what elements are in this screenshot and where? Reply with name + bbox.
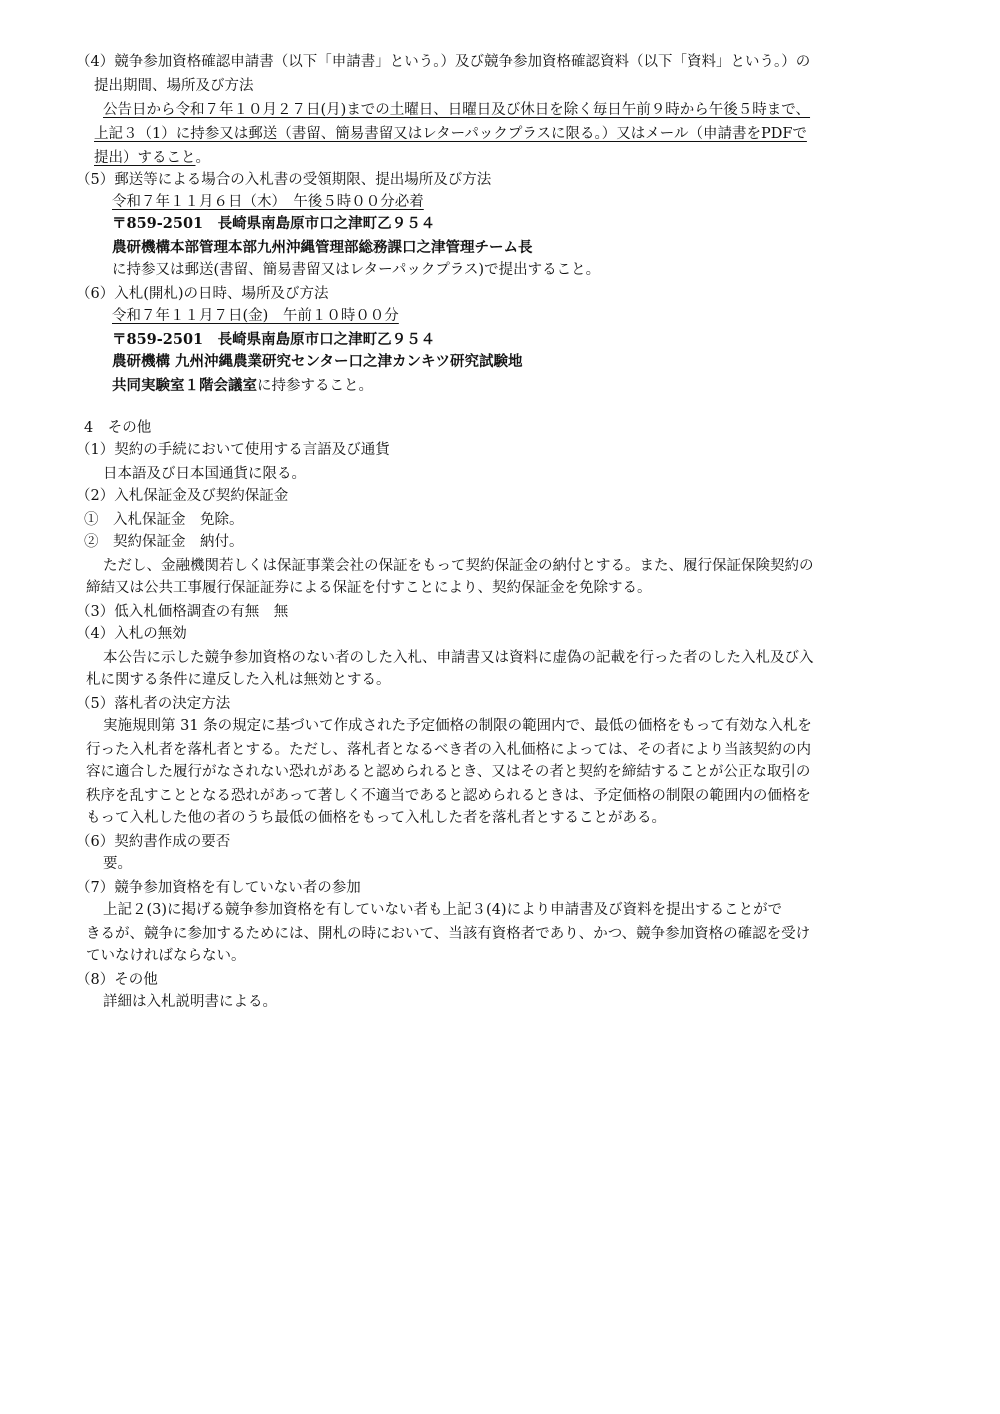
other-7-body-2: きるが、競争に参加するためには、開札の時において、当該有資格者であり、かつ、競争参加資格の確認を受け (86, 926, 811, 942)
other-7-body-3: ていなければならない。 (86, 948, 246, 964)
other-5-body-2: 行った入札者を落札者とする。ただし、落札者となるべき者の入札価格によっては、その者により当該契約の内 (86, 742, 811, 758)
other-4-body-2: 札に関する条件に違反した入札は無効とする。 (86, 672, 391, 688)
other-2-heading: （2）入札保証金及び契約保証金 (76, 488, 289, 504)
section-4-title: 4 その他 (84, 420, 152, 436)
item-4-method-end-period: 。 (195, 150, 210, 166)
item-5-method: に持参又は郵送(書留、簡易書留又はレターパックプラス)で提出すること。 (112, 262, 601, 278)
other-2-item-1: ① 入札保証金 免除。 (84, 512, 244, 528)
item-6-datetime: 令和７年１１月７日(金) 午前１０時００分 (112, 308, 399, 324)
item-5-heading: （5）郵送等による場合の入札書の受領期限、提出場所及び方法 (76, 172, 492, 188)
item-4-method: 上記３（1）に持参又は郵送（書留、簡易書留又はレターパックプラスに限る。）又はメール（申請書をPDFで (94, 126, 807, 142)
other-5-body-1: 実施規則第 31 条の規定に基づいて作成された予定価格の制限の範囲内で、最低の価格をもって有効な入札を (103, 718, 812, 734)
item-4-period: 公告日から令和７年１０月２７日(月)までの土曜日、日曜日及び休日を除く毎日午前９時から午後５時まで、 (103, 102, 811, 118)
item-6-organization: 農研機構 九州沖縄農業研究センター口之津カンキツ研究試験地 (112, 353, 523, 370)
other-5-body-5: もって入札した他の者のうち最低の価格をもって入札した者を落札者とすることがある。 (86, 810, 666, 826)
other-2-item-2: ② 契約保証金 納付。 (84, 534, 244, 550)
other-5-body-3: 容に適合した履行がなされない恐れがあると認められるとき、又はその者と契約を締結することが公正な取引の (86, 764, 811, 780)
other-2-body-1: ただし、金融機関若しくは保証事業会社の保証をもって契約保証金の納付とする。また、履行保証保険契約の (103, 558, 814, 574)
other-8-body: 詳細は入札説明書による。 (103, 994, 277, 1010)
item-6-address: 〒859-2501 長崎県南島原市口之津町乙９５４ (112, 331, 436, 348)
item-6-heading: （6）入札(開札)の日時、場所及び方法 (76, 286, 329, 302)
item-4-heading: （4）競争参加資格確認申請書（以下「申請書」という。）及び競争参加資格確認資料（以下「資料」という。）の (76, 54, 811, 70)
other-4-body-1: 本公告に示した競争参加資格のない者のした入札、申請書又は資料に虚偽の記載を行った者のした入札及び入 (103, 650, 814, 666)
other-4-heading: （4）入札の無効 (76, 626, 187, 642)
other-7-heading: （7）競争参加資格を有していない者の参加 (76, 880, 361, 896)
other-5-body-4: 秩序を乱すこととなる恐れがあって著しく不適当であると認められるときは、予定価格の制限の範囲内の価格を (86, 788, 811, 804)
item-5-deadline: 令和７年１１月６日（木） 午後５時００分必着 (112, 194, 424, 210)
item-4-method-end-underlined: 提出）すること (94, 150, 196, 166)
other-2-body-2: 締結又は公共工事履行保証証券による保証を付すことにより、契約保証金を免除する。 (86, 580, 652, 596)
item-5-address: 〒859-2501 長崎県南島原市口之津町乙９５４ (112, 215, 436, 232)
other-7-body-1: 上記２(3)に掲げる競争参加資格を有していない者も上記３(4)により申請書及び資料を提出することがで (103, 902, 783, 918)
other-1-body: 日本語及び日本国通貨に限る。 (103, 466, 306, 482)
item-6-room (112, 376, 373, 396)
other-3-heading: （3）低入札価格調査の有無 無 (76, 604, 289, 620)
item-6-room-name: 共同実験室１階会議室 (112, 377, 257, 394)
other-5-heading: （5）落札者の決定方法 (76, 696, 231, 712)
item-4-heading-cont: 提出期間、場所及び方法 (94, 78, 254, 94)
item-5-recipient: 農研機構本部管理本部九州沖縄管理部総務課口之津管理チーム長 (112, 239, 533, 256)
other-6-body: 要。 (103, 856, 132, 872)
other-8-heading: （8）その他 (76, 972, 158, 988)
item-6-room-suffix: に持参すること。 (257, 378, 373, 394)
item-4-method-end (94, 148, 210, 168)
other-1-heading: （1）契約の手続において使用する言語及び通貨 (76, 442, 390, 458)
other-6-heading: （6）契約書作成の要否 (76, 834, 231, 850)
